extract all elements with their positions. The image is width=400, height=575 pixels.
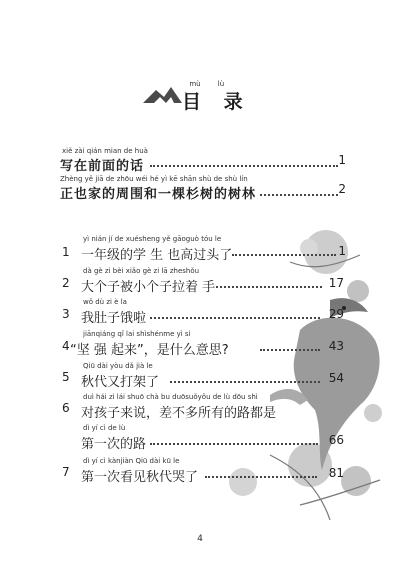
chapter-title-6[interactable]: 对孩子来说，差不多所有的路都是 (81, 406, 277, 421)
front-title-2[interactable]: 正也家的周围和一棵杉树的树林 (60, 187, 257, 202)
front-page-1: 1 (338, 153, 346, 167)
title-pinyin-1: mù (189, 80, 201, 88)
leader-dots (170, 379, 320, 383)
chapter-title-4[interactable]: “坚 强 起来”，是什么意思? (70, 343, 229, 358)
chapter-page-4: 43 (328, 339, 344, 353)
page-title: 目 录 (182, 91, 251, 113)
chapter-title-7[interactable]: 第一次看见秋代哭了 (81, 470, 199, 485)
title-pinyin-2: lù (217, 80, 225, 88)
chapter-pinyin-5: Qiū dài yòu dǎ jià le (83, 362, 153, 370)
chapter-pinyin-3: wǒ dù zi è la (83, 298, 127, 306)
chapter-pinyin-1: yì nián jí de xuésheng yě gāoguò tóu le (83, 235, 222, 243)
chapter-title-6b[interactable]: 第一次的路 (81, 437, 147, 452)
chapter-page-5: 54 (328, 371, 344, 385)
toc-title (182, 80, 262, 114)
leader-dots (150, 315, 320, 319)
front-pinyin-1: xiě zài qián mian de huà (62, 147, 148, 155)
chapter-num-7: 7 (62, 465, 70, 479)
chapter-page-7: 81 (328, 466, 344, 480)
chapter-page-1: 1 (338, 244, 346, 258)
chapter-title-5[interactable]: 秋代又打架了 (81, 375, 160, 390)
chapter-num-2: 2 (62, 276, 70, 290)
leader-dots (216, 284, 322, 288)
leader-dots (150, 163, 338, 167)
chapter-title-1[interactable]: 一年级的学 生 也高过头了 (81, 248, 233, 263)
chapter-pinyin-7: dì yí cì kànjiàn Qiū dài kū le (83, 457, 180, 465)
chapter-pinyin-6b: dì yí cì de lù (83, 424, 126, 432)
chapter-pinyin-4: jiānqiáng qǐ lai shìshénme yì si (83, 330, 191, 338)
chapter-num-4: 4 (62, 339, 70, 353)
chapter-pinyin-2: dà gè zi bèi xiǎo gè zi lā zheshǒu (83, 267, 200, 275)
chapter-pinyin-6: duì hái zi lái shuō chà bu duōsuǒyǒu de lù dōu shì (83, 393, 258, 401)
mountain-icon (143, 87, 182, 103)
chapter-num-3: 3 (62, 307, 70, 321)
chapter-page-2: 17 (328, 276, 344, 290)
front-page-2: 2 (338, 182, 346, 196)
leader-dots (150, 441, 318, 445)
chapter-page-6: 66 (328, 433, 344, 447)
front-pinyin-2: Zhèng yě jiā de zhōu wéi hé yì kē shān shù de shù lín (60, 175, 248, 183)
leader-dots (205, 474, 317, 478)
page-number: 4 (197, 534, 203, 544)
front-title-1[interactable]: 写在前面的话 (60, 159, 145, 174)
chapter-title-2[interactable]: 大个子被小个子拉着 手 (81, 280, 216, 295)
chapter-title-3[interactable]: 我肚子饿啦 (81, 311, 147, 326)
chapter-num-6: 6 (62, 401, 70, 415)
leader-dots (232, 252, 336, 256)
chapter-page-3: 29 (328, 307, 344, 321)
chapter-num-5: 5 (62, 370, 70, 384)
chapter-num-1: 1 (62, 245, 70, 259)
leader-dots (260, 347, 320, 351)
